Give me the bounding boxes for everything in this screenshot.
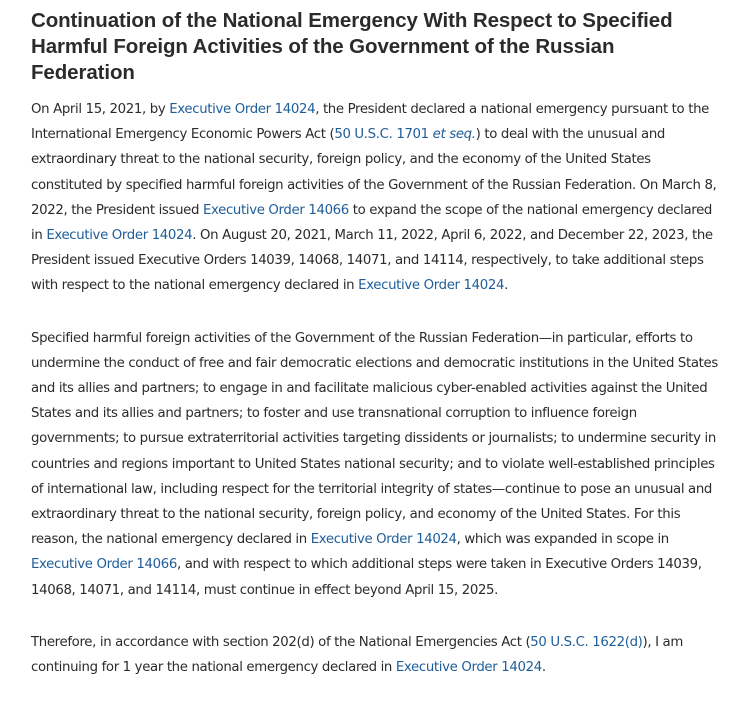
link-executive-order-14024[interactable]: Executive Order 14024 — [358, 278, 505, 294]
text-run: Specified harmful foreign activities of the Government of the Russian Federation—in particular, efforts to undermine the conduct of free and fair democratic elections and democratic institutions in the United States and its allies and partners; to engage in and facilitate malicious cyber-enabled activities against the United States and its allies and partners; to foster and use transnational corruption to influence foreign governments; to pursue extraterritorial activities targeting dissidents or journalists; to undermine security in countries and regions important to United States national security; and to violate well-established principles of international law, including respect for the territorial integrity of states—continue to pose an unusual and extraordinary threat to the national security, foreign policy, and economy of the United States. For this reason, the national emergency declared in — [31, 330, 718, 548]
link-50-usc-1622d[interactable]: 50 U.S.C. 1622(d) — [530, 634, 643, 650]
text-run: to expand the scope of the national emergency declared in — [31, 202, 713, 244]
text-run: Therefore, in accordance with section 202(d) of the National Emergencies Act ( — [31, 634, 531, 650]
text-run: , which was expanded in scope in — [456, 532, 669, 548]
document-title: Continuation of the National Emergency With Respect to Specified Harmful Foreign Activities of the Government of the Russian Federation — [31, 9, 673, 84]
link-executive-order-14024[interactable]: Executive Order 14024 — [46, 228, 193, 244]
text-run: . — [504, 278, 508, 294]
link-executive-order-14066[interactable]: Executive Order 14066 — [31, 557, 177, 573]
text-run: . — [541, 660, 546, 676]
link-executive-order-14066[interactable]: Executive Order 14066 — [202, 202, 349, 218]
link-50-usc-1701[interactable] — [334, 127, 475, 142]
text-run: ) to deal with the unusual and extraordinary threat to the national security, foreign policy, and the economy of the United States constituted by specified harmful foreign activities of the Government of the Russian Federation. On March 8, 2022, the President issued — [31, 127, 717, 218]
link-50-usc-1701-text: 50 U.S.C. 1701 — [334, 127, 429, 143]
text-run: , the President declared a national emergency pursuant to the International Emergency Economic Powers Act ( — [31, 102, 709, 143]
text-run: ), I am continuing for 1 year the national emergency declared in — [31, 634, 683, 676]
text-run: , and with respect to which additional steps were taken in Executive Orders 14039, 14068, 14071, and 14114, must continue in effect beyond April 15, 2025. — [31, 557, 702, 598]
text-run: On April 15, 2021, by — [31, 102, 170, 117]
text-run: . On August 20, 2021, March 11, 2022, April 6, 2022, and December 22, 2023, the President issued Executive Orders 14039, 14068, 14071, and 14114, respectively, to take additional steps with respect to the national emergency declared in — [31, 228, 713, 294]
link-executive-order-14024[interactable]: Executive Order 14024 — [169, 102, 316, 117]
paragraph-1 — [31, 97, 722, 299]
paragraph-3 — [31, 630, 722, 680]
link-executive-order-14024[interactable]: Executive Order 14024 — [310, 532, 457, 548]
paragraph-2 — [31, 326, 722, 603]
et-seq-italic: et seq. — [432, 127, 476, 143]
link-executive-order-14024[interactable]: Executive Order 14024 — [395, 660, 542, 676]
